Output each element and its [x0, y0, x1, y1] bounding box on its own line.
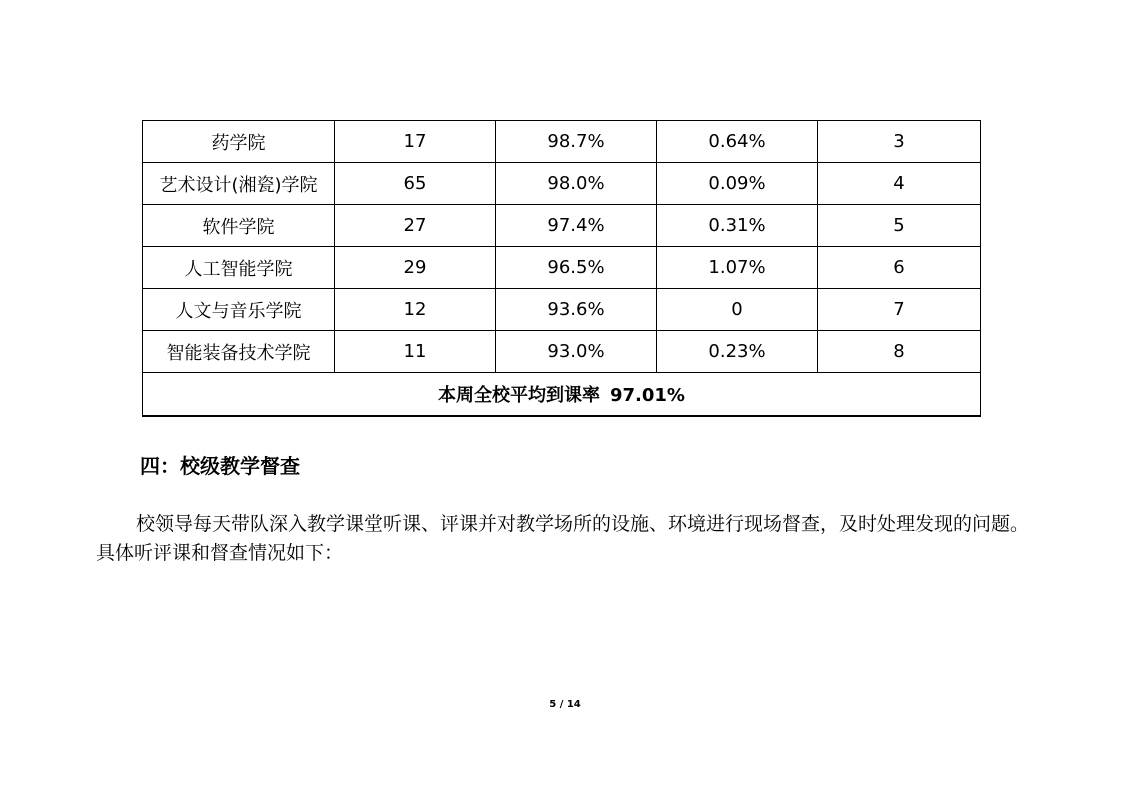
- rank-cell: 6: [818, 247, 981, 289]
- rank-cell: 8: [818, 331, 981, 373]
- attendance-rate-cell: 93.6%: [496, 289, 657, 331]
- college-cell: 软件学院: [143, 205, 335, 247]
- rate-cell: 0: [657, 289, 818, 331]
- count-cell: 12: [335, 289, 496, 331]
- summary-label: 本周全校平均到课率: [438, 385, 600, 406]
- rank-cell: 4: [818, 163, 981, 205]
- rank-cell: 3: [818, 121, 981, 163]
- rate-cell: 0.23%: [657, 331, 818, 373]
- college-cell: 人工智能学院: [143, 247, 335, 289]
- summary-row: [143, 373, 981, 417]
- page-number: 5 / 14: [549, 699, 581, 710]
- attendance-rate-cell: 93.0%: [496, 331, 657, 373]
- count-cell: 27: [335, 205, 496, 247]
- section-paragraph: 校领导每天带队深入教学课堂听课、评课并对教学场所的设施、环境进行现场督查，及时处理发现的问题。具体听评课和督查情况如下：: [96, 513, 1030, 564]
- rank-cell: 7: [818, 289, 981, 331]
- table-row: [143, 331, 981, 373]
- rate-cell: 0.64%: [657, 121, 818, 163]
- rate-cell: 1.07%: [657, 247, 818, 289]
- count-cell: 65: [335, 163, 496, 205]
- table-row: [143, 205, 981, 247]
- table-row: [143, 247, 981, 289]
- attendance-rate-cell: 96.5%: [496, 247, 657, 289]
- attendance-rate-cell: 97.4%: [496, 205, 657, 247]
- college-cell: 药学院: [143, 121, 335, 163]
- attendance-table: [142, 120, 981, 417]
- count-cell: 11: [335, 331, 496, 373]
- count-cell: 29: [335, 247, 496, 289]
- college-cell: 智能装备技术学院: [143, 331, 335, 373]
- section-heading: 四：校级教学督查: [140, 454, 300, 478]
- college-cell: 人文与音乐学院: [143, 289, 335, 331]
- summary-cell: [143, 373, 981, 417]
- table-row: [143, 121, 981, 163]
- table-row: [143, 289, 981, 331]
- college-cell: 艺术设计(湘瓷)学院: [143, 163, 335, 205]
- count-cell: 17: [335, 121, 496, 163]
- rate-cell: 0.31%: [657, 205, 818, 247]
- attendance-rate-cell: 98.7%: [496, 121, 657, 163]
- attendance-rate-cell: 98.0%: [496, 163, 657, 205]
- rank-cell: 5: [818, 205, 981, 247]
- summary-value: 97.01%: [610, 385, 685, 406]
- rate-cell: 0.09%: [657, 163, 818, 205]
- table-row: [143, 163, 981, 205]
